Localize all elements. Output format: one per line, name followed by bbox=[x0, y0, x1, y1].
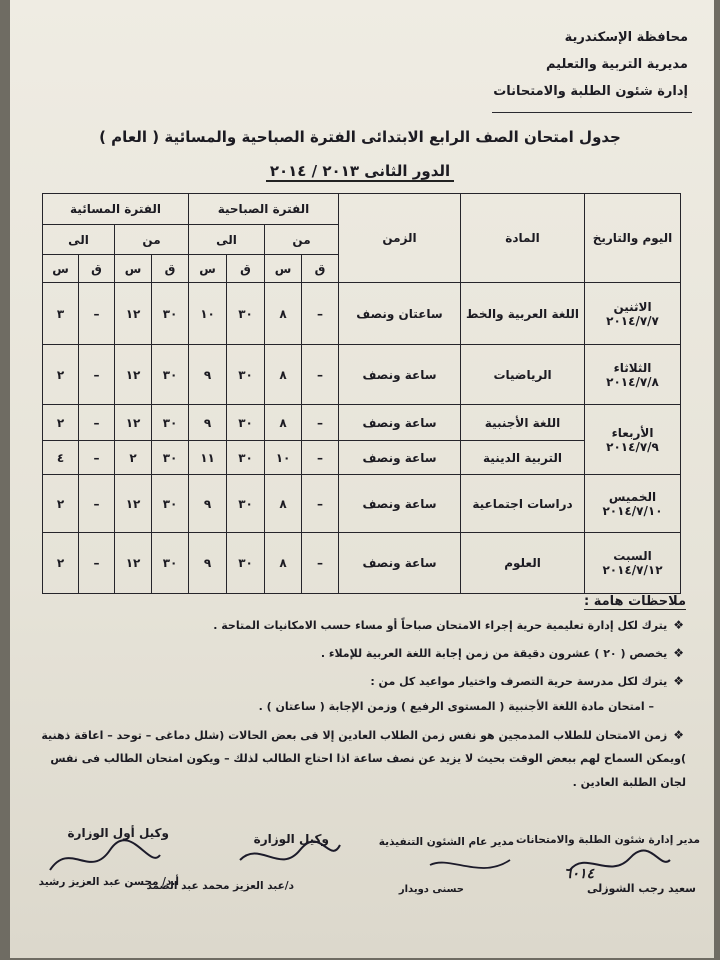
time-cell: – bbox=[302, 475, 339, 533]
governorate: محافظة الإسكندرية bbox=[564, 30, 688, 45]
header-to: الى bbox=[189, 225, 265, 255]
signature-scribble-2 bbox=[430, 860, 510, 868]
diamond-bullet-icon: ❖ bbox=[673, 646, 684, 660]
table-row bbox=[43, 475, 681, 533]
header-from: من bbox=[265, 225, 339, 255]
date-label: ٢٠١٤/٧/١٢ bbox=[602, 563, 663, 577]
subject-cell: اللغة العربية والخط bbox=[461, 283, 585, 345]
time-cell: ١٠ bbox=[265, 441, 302, 475]
time-cell: – bbox=[302, 405, 339, 441]
time-cell: ٨ bbox=[265, 475, 302, 533]
table-row bbox=[43, 345, 681, 405]
notes-heading bbox=[584, 594, 686, 609]
time-cell: ٩ bbox=[189, 533, 227, 594]
header-q: ق bbox=[79, 255, 115, 283]
time-cell: – bbox=[79, 405, 115, 441]
note-item bbox=[34, 674, 684, 688]
time-cell: ٣٠ bbox=[152, 475, 189, 533]
day-date-cell bbox=[585, 345, 681, 405]
time-cell: ١١ bbox=[189, 441, 227, 475]
time-cell: ٣٠ bbox=[152, 441, 189, 475]
note-continuation: )ويمكن السماح لهم ببعض الوقت بحيث لا يزيد عن نصف ساعة اذا احتاج الطالب لذلك – ويكون امتحان الطالب فى نفس bbox=[50, 752, 686, 765]
time-cell: ٨ bbox=[265, 283, 302, 345]
note-item bbox=[34, 646, 684, 660]
letterhead bbox=[493, 24, 688, 105]
note-text: يترك لكل إدارة تعليمية حرية إجراء الامتحان صباحاً أو مساء حسب الامكانيات المتاحة . bbox=[213, 619, 668, 632]
duration-cell: ساعة ونصف bbox=[339, 441, 461, 475]
day-label: الخميس bbox=[608, 489, 657, 504]
time-cell: ٣٠ bbox=[227, 405, 265, 441]
note-text: يترك لكل مدرسة حرية التصرف واختيار مواعيد كل من : bbox=[370, 675, 668, 688]
diamond-bullet-icon: ❖ bbox=[673, 618, 684, 632]
time-cell: ٣٠ bbox=[227, 533, 265, 594]
signature-scribble-1 bbox=[570, 850, 670, 870]
duration-cell: ساعة ونصف bbox=[339, 475, 461, 533]
time-cell: – bbox=[302, 441, 339, 475]
signature-name-4: أ.د/ محسن عبد العزيز رشيد bbox=[38, 876, 179, 888]
note-text: يخصص ( ٢٠ ) عشرون دقيقة من زمن إجابة اللغة العربية للإملاء . bbox=[320, 647, 668, 660]
note-continuation: لجان الطلبة العادين . bbox=[572, 776, 686, 789]
subject-cell: الرياضيات bbox=[461, 345, 585, 405]
day-label: الأربعاء bbox=[611, 425, 654, 440]
schedule-title: جدول امتحان الصف الرابع الابتدائى الفترة الصباحية والمسائية ( العام ) bbox=[99, 128, 621, 146]
time-cell: ١٢ bbox=[115, 405, 152, 441]
time-cell: ٨ bbox=[265, 405, 302, 441]
time-cell: ٣٠ bbox=[227, 283, 265, 345]
time-cell: ٢ bbox=[43, 345, 79, 405]
signature-scribble-3 bbox=[240, 841, 340, 860]
time-cell: ٣ bbox=[43, 283, 79, 345]
duration-cell: ساعة ونصف bbox=[339, 533, 461, 594]
header-s: س bbox=[265, 255, 302, 283]
subject-cell: التربية الدينية bbox=[461, 441, 585, 475]
time-cell: ٣٠ bbox=[152, 345, 189, 405]
signature-name-1: سعيد رجب الشوزلى bbox=[586, 882, 696, 895]
day-label: الثلاثاء bbox=[613, 360, 652, 375]
time-cell: ٣٠ bbox=[152, 533, 189, 594]
time-cell: ٨ bbox=[265, 533, 302, 594]
handwritten-signatures bbox=[10, 820, 714, 900]
note-text: زمن الامتحان للطلاب المدمجين هو نفس زمن الطلاب العادين إلا فى بعض الحالات (شلل دماغى – توحد – اعاقة ذهنية bbox=[41, 729, 668, 742]
time-cell: – bbox=[79, 345, 115, 405]
table-row bbox=[43, 533, 681, 594]
header-to: الى bbox=[43, 225, 115, 255]
time-cell: ٩ bbox=[189, 345, 227, 405]
subject-cell: دراسات اجتماعية bbox=[461, 475, 585, 533]
diamond-bullet-icon: ❖ bbox=[673, 728, 684, 742]
subject-cell: اللغة الأجنبية bbox=[461, 405, 585, 441]
duration-cell: ساعتان ونصف bbox=[339, 283, 461, 345]
time-cell: ١٢ bbox=[115, 283, 152, 345]
time-cell: – bbox=[302, 345, 339, 405]
time-cell: ٢ bbox=[43, 475, 79, 533]
note-subitem: – امتحان مادة اللغة الأجنبية ( المستوى الرفيع ) وزمن الإجابة ( ساعتان ) . bbox=[258, 700, 654, 713]
day-label: السبت bbox=[613, 549, 652, 563]
time-cell: ٨ bbox=[265, 345, 302, 405]
header-s: س bbox=[115, 255, 152, 283]
time-cell: – bbox=[302, 283, 339, 345]
time-cell: – bbox=[302, 533, 339, 594]
subject-cell: العلوم bbox=[461, 533, 585, 594]
date-stamp: ٦٠١٤ bbox=[563, 866, 594, 882]
department: إدارة شئون الطلبة والامتحانات bbox=[493, 84, 688, 99]
header-morning: الفترة الصباحية bbox=[189, 194, 339, 225]
signature-title-4: وكيل أول الوزارة bbox=[67, 826, 169, 840]
signature-title-2: مدير عام الشئون التنفيذية bbox=[378, 836, 514, 848]
note-item bbox=[34, 728, 684, 742]
time-cell: – bbox=[79, 441, 115, 475]
day-date-cell bbox=[585, 475, 681, 533]
time-cell: ٢ bbox=[115, 441, 152, 475]
time-cell: ٤ bbox=[43, 441, 79, 475]
header-subject: المادة bbox=[461, 194, 585, 283]
time-cell: ٣٠ bbox=[152, 283, 189, 345]
header-evening: الفترة المسائية bbox=[43, 194, 189, 225]
header-day-date: اليوم والتاريخ bbox=[585, 194, 681, 283]
header-divider bbox=[492, 112, 692, 113]
header-from: من bbox=[115, 225, 189, 255]
time-cell: ١٠ bbox=[189, 283, 227, 345]
table-row bbox=[43, 405, 681, 441]
duration-cell: ساعة ونصف bbox=[339, 405, 461, 441]
date-label: ٢٠١٤/٧/٧ bbox=[606, 313, 659, 328]
signature-name-2: حسنى دويدار bbox=[398, 884, 464, 895]
signature-title-1: مدير إدارة شئون الطلبة والامتحانات bbox=[515, 834, 700, 846]
header-duration: الزمن bbox=[339, 194, 461, 283]
time-cell: ٢ bbox=[43, 533, 79, 594]
date-label: ٢٠١٤/٧/١٠ bbox=[602, 503, 663, 518]
duration-cell: ساعة ونصف bbox=[339, 345, 461, 405]
signature-scribble-4 bbox=[50, 840, 160, 870]
time-cell: ٣٠ bbox=[152, 405, 189, 441]
header-q: ق bbox=[302, 255, 339, 283]
time-cell: ١٢ bbox=[115, 345, 152, 405]
time-cell: ١٢ bbox=[115, 533, 152, 594]
time-cell: ٩ bbox=[189, 405, 227, 441]
time-cell: ٣٠ bbox=[227, 345, 265, 405]
signature-name-3: د/عبد العزيز محمد عبد الصمد bbox=[146, 880, 294, 892]
time-cell: ٩ bbox=[189, 475, 227, 533]
day-label: الاثنين bbox=[613, 299, 652, 314]
table-row bbox=[43, 283, 681, 345]
header-q: ق bbox=[227, 255, 265, 283]
day-date-cell bbox=[585, 533, 681, 594]
time-cell: – bbox=[79, 283, 115, 345]
date-label: ٢٠١٤/٧/٨ bbox=[606, 374, 659, 389]
date-label: ٢٠١٤/٧/٩ bbox=[606, 439, 659, 454]
day-date-cell bbox=[585, 405, 681, 475]
time-cell: – bbox=[79, 533, 115, 594]
diamond-bullet-icon: ❖ bbox=[673, 674, 684, 688]
round-label: الدور الثانى ٢٠١٣ / ٢٠١٤ bbox=[266, 162, 454, 182]
exam-schedule-table bbox=[42, 193, 681, 594]
document-page bbox=[10, 0, 714, 958]
note-item bbox=[34, 618, 684, 632]
time-cell: – bbox=[79, 475, 115, 533]
header-q: ق bbox=[152, 255, 189, 283]
time-cell: ٢ bbox=[43, 405, 79, 441]
directorate: مديرية التربية والتعليم bbox=[545, 57, 688, 72]
time-cell: ٣٠ bbox=[227, 441, 265, 475]
notes-title-text: ملاحظات هامة : bbox=[584, 594, 686, 609]
day-date-cell bbox=[585, 283, 681, 345]
header-s: س bbox=[189, 255, 227, 283]
schedule-subtitle bbox=[40, 162, 680, 180]
signature-title-3: وكيل الوزارة bbox=[253, 832, 329, 846]
time-cell: ١٢ bbox=[115, 475, 152, 533]
time-cell: ٣٠ bbox=[227, 475, 265, 533]
header-s: س bbox=[43, 255, 79, 283]
